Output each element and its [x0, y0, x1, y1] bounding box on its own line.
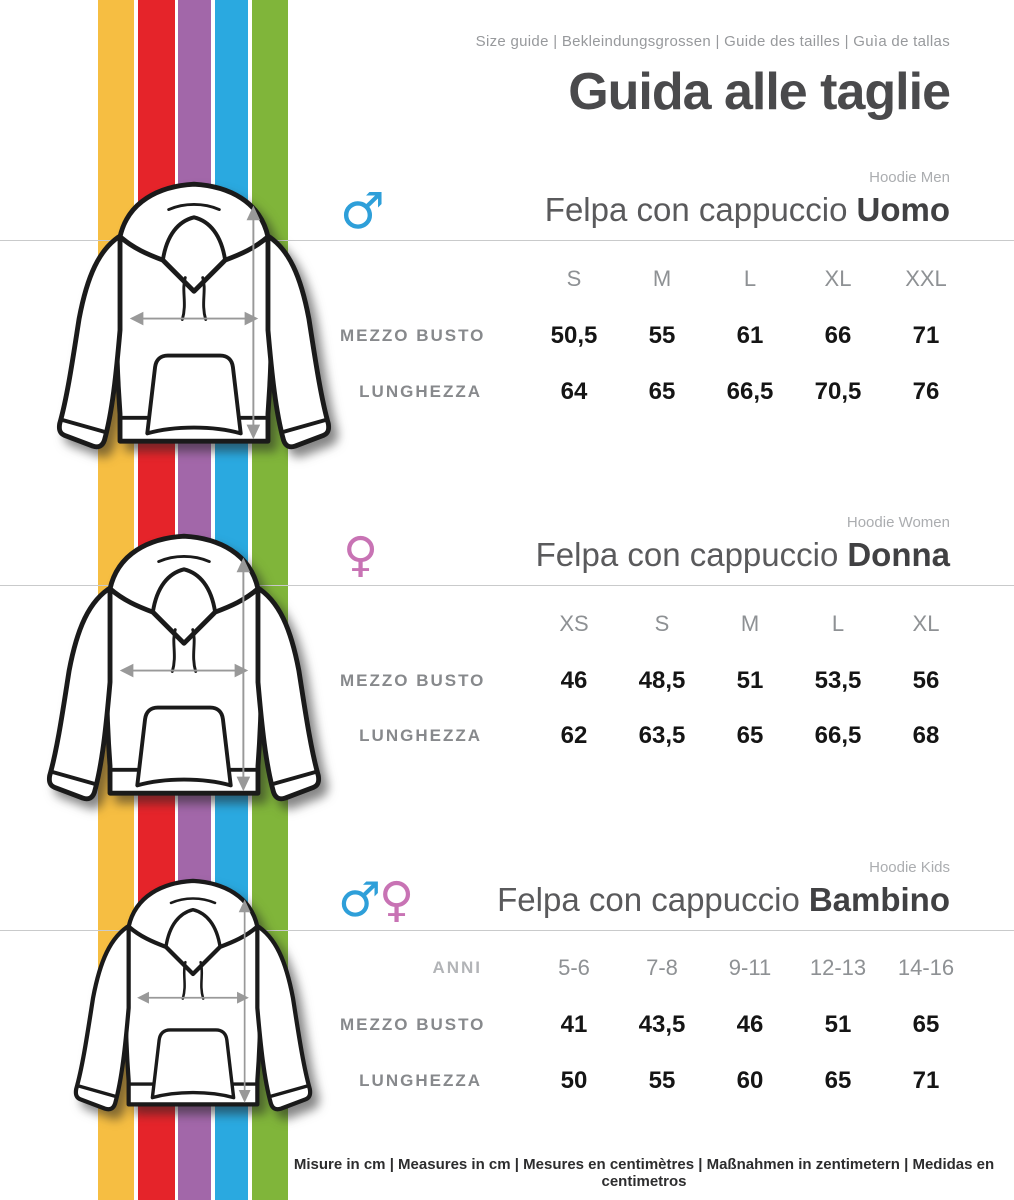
women-title-bold: Donna [847, 536, 950, 573]
male-icon: ♂ [340, 182, 385, 240]
female-icon: ♀ [343, 527, 379, 583]
kids-length-label: LUNGHEZZA [359, 1071, 482, 1090]
men-length-row: LUNGHEZZA 64 65 66,5 70,5 76 [340, 377, 970, 407]
women-chest-row: MEZZO BUSTO 46 48,5 51 53,5 56 [340, 667, 940, 694]
kids-title-bold: Bambino [808, 881, 950, 918]
women-size-xl: XL [912, 611, 940, 636]
kids-age-7-8: 7-8 [646, 955, 678, 980]
women-section-tag: Hoodie Women [846, 514, 950, 531]
women-length-label: LUNGHEZZA [359, 726, 482, 745]
multilanguage-subtitle: Size guide | Bekleindungsgrossen | Guide des tailles | Guìa de tallas [475, 33, 950, 50]
kids-age-14-16: 14-16 [897, 955, 955, 980]
men-section-title [545, 191, 950, 229]
men-size-s: S [566, 266, 582, 291]
kids-chest-row: MEZZO BUSTO 41 43,5 46 51 65 [340, 1011, 940, 1038]
women-size-xs: XS [559, 611, 589, 636]
men-chest-row: MEZZO BUSTO 50,5 55 61 66 71 [340, 322, 940, 349]
men-chest-label: MEZZO BUSTO [340, 326, 486, 345]
kids-age-9-11: 9-11 [728, 955, 772, 980]
hoodie-illustration-women [38, 528, 330, 816]
kids-title-regular: Felpa con cappuccio [497, 881, 800, 918]
men-title-regular: Felpa con cappuccio [544, 191, 848, 228]
men-section-tag: Hoodie Men [869, 169, 950, 186]
women-size-s: S [654, 611, 670, 636]
men-size-xl: XL [824, 266, 852, 291]
men-length-label: LUNGHEZZA [359, 382, 482, 401]
men-size-m: M [652, 266, 672, 291]
women-length-row: LUNGHEZZA 62 63,5 65 66,5 68 [340, 721, 970, 751]
women-section-title [536, 536, 950, 574]
hoodie-illustration-kids [66, 874, 320, 1124]
kids-gender-icons [338, 872, 413, 928]
women-size-header-row [340, 609, 970, 639]
page-title: Guida alle taglie [568, 63, 950, 121]
female-icon: ♀ [379, 872, 413, 928]
women-title-regular: Felpa con cappuccio [535, 536, 839, 573]
kids-length-row: LUNGHEZZA 50 55 60 65 71 [340, 1066, 970, 1096]
women-size-m: M [740, 611, 760, 636]
kids-chest-label: MEZZO BUSTO [340, 1015, 486, 1034]
kids-age-5-6: 5-6 [558, 955, 590, 980]
men-size-xxl: XXL [905, 266, 947, 291]
men-size-l: L [743, 266, 757, 291]
hoodie-illustration-men [48, 176, 340, 464]
kids-size-header-row [340, 953, 970, 983]
kids-section-tag: Hoodie Kids [869, 859, 950, 876]
women-chest-label: MEZZO BUSTO [340, 671, 486, 690]
women-size-l: L [831, 611, 845, 636]
male-icon: ♂ [338, 872, 380, 928]
kids-age-12-13: 12-13 [809, 955, 867, 980]
kids-section-title [497, 881, 950, 919]
units-footer: Misure in cm | Measures in cm | Mesures en centimètres | Maßnahmen in zentimetern | Medidas en centimetros [293, 1156, 995, 1190]
kids-header-label-anni: ANNI [432, 958, 482, 977]
men-title-bold: Uomo [856, 191, 950, 228]
men-size-header-row [340, 264, 970, 294]
